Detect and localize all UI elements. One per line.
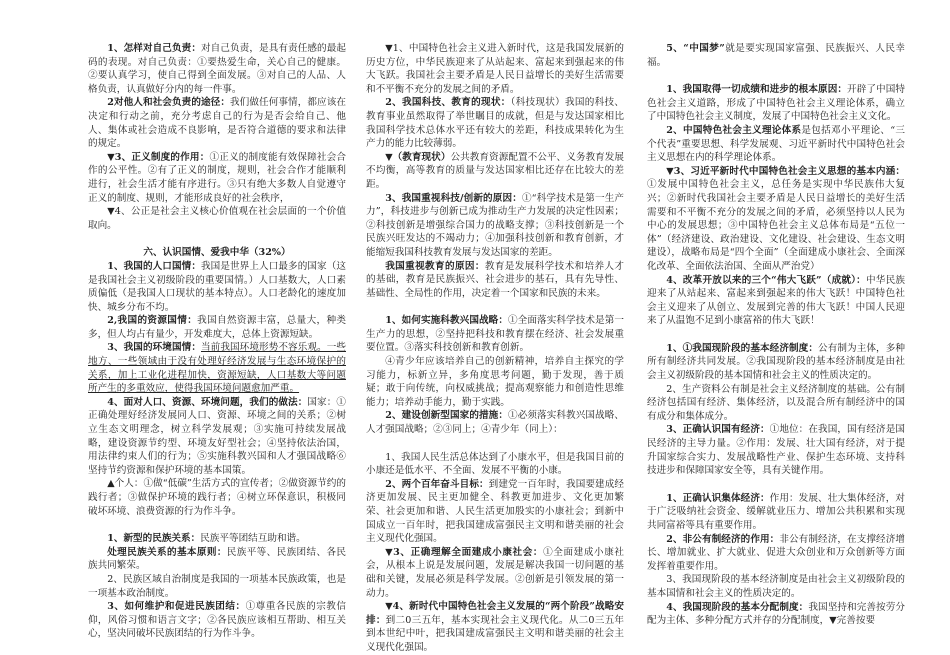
paragraph [366,96,624,150]
paragraph [366,314,624,355]
item-heading: 4、改革开放以来的三个“伟大飞跃”（成就）： [666,274,866,286]
paragraph [88,546,346,573]
paragraph: ▼4、公正是社会主义核心价值观在社会层面的一个价值取向。 [88,206,346,231]
item-heading: 4、面对人口、资源、环境问题，我们的做法： [107,396,308,408]
item-text: 国家：①正确处理好经济发展同人口、资源、环境之间的关系；②树立生态文明理念，树立科学发展观；③实施可持续发展战略，建设资源节约型、环境友好型社会；④坚持依法治国，用法律约束人们的行为；⑤实施科教兴国和人才强国战略⑥坚持节约资源和保护环境的基本国策。 [88,396,346,476]
item-text: ①发展中国特色社会主义，总任务是实现中华民族伟大复兴；②新时代我国社会主要矛盾是人民日益增长的美好生活需要和不平衡不充分的发展之间的矛盾，必须坚持以人民为中心的发展思想；③中国特色社会主义总体布局是“五位一体”（经济建设、政治建设、文化建设、社会建设、生态文明建设），战略布局是“四个全面”（全面建成小康社会、全面深化改革、全面依法治国、全面从严治党） [647,179,905,272]
item-heading: ▼3、正确理解全面建成小康社会： [385,546,544,558]
paragraph: 2、民族区域自治制度是我国的一项基本民族政策，也是一项基本政治制度。 [88,573,346,599]
paragraph [88,314,346,341]
paragraph [647,42,905,69]
paragraph [366,409,624,436]
item-heading: 1、①我国现阶段的基本经济制度： [666,342,819,354]
paragraph: 2、生产资料公有制是社会主义经济制度的基础。公有制经济包括国有经济、集体经济，以及混合所有制经济中的国有成分和集体成分。 [647,383,905,422]
item-heading: 我国重视教育的原因： [385,260,485,272]
item-text: 民族平等团结互助和谐。 [200,533,306,545]
paragraph [366,151,624,192]
paragraph: 1、我国人民生活总体达到了小康水平，但是我国目前的小康还是低水平、不全面、发展不平衡的小康。 [366,451,624,477]
item-text: 到二0三五年，基本实现社会主义现代化。从二0三五年到本世纪中叶，把我国建成富强民主文明和谐美丽的社会主义现代化强国。 [366,614,625,653]
paragraph [647,274,905,328]
item-heading: 2、建设创新型国家的措施： [385,410,509,422]
column-right [647,42,905,628]
paragraph [647,423,905,477]
paragraph [88,396,346,478]
item-text: 对自己负责，是具有责任感的最起码的表现。对自己负责：①要热爱生命，关心自己的健康。②要认真学习，使自己得到全面发展。③对自己的人品、人格负责，认真做好分内的每一件事。 [88,43,346,95]
paragraph [647,342,905,383]
paragraph [88,260,346,314]
item-heading: ▼4、新时代中国特色社会主义发展的“两个阶段”战略安排： [366,601,624,626]
paragraph [366,546,624,600]
item-heading: 3、正确认识国有经济： [666,424,770,436]
item-heading: 4、我国现阶段的基本分配制度： [666,601,809,613]
item-text: ①尊重各民族的宗教信仰，风俗习惯和语言文字；②各民族应该相互帮助、相互关心，坚决同破坏民族团结的行为作斗争。 [88,601,346,640]
paragraph [88,96,346,150]
paragraph [88,532,346,546]
item-heading: ▼3、正义制度的作用： [107,151,210,163]
item-heading: 2、两个百年奋斗目标： [385,478,489,490]
column-middle [366,42,624,655]
item-text: 公有制为主体，多种所有制经济共同发展。②我国现阶段的基本经济制度是由社会主义初级阶段的基本国情和社会主义的性质决定的。 [647,342,905,382]
paragraph [88,151,346,205]
item-heading: 3、我国的环境国情： [107,342,201,354]
item-heading: ▼（教育现状） [385,151,451,163]
item-text: 我国是世界上人口最多的国家（这是我国社会主义初级阶段的重要国情。）人口基数大，人口素质偏低（是我国人口现状的基本特点）。人口老龄化的速度加快、城乡分布不均。 [88,260,346,313]
item-heading: 1、我国的人口国情： [107,260,201,272]
item-text: ①地位：在我国，国有经济是国民经济的主导力量。②作用：发展、壮大国有经济，对于提升国家综合实力、发展战略性产业、保护生态环境、支持科技进步和保障国家安全等，具有关键作用。 [647,424,905,477]
paragraph [366,478,624,546]
item-text: 我国坚持和完善按劳分配为主体、多种分配方式并存的分配制度，▼完善按要 [647,601,905,627]
item-heading: 1、我国取得一切成绩和进步的根本原因： [666,84,848,96]
item-text: 中华民族迎来了从站起来、富起来到强起来的伟大飞跃！中国特色社会主义迎来了从创立、发展到完善的伟大飞跃！中国人民迎来了从温饱不足到小康富裕的伟大飞跃！ [647,274,906,327]
item-heading: 1、正确认识集体经济： [666,492,770,504]
item-text: 我们做任何事情，都应该在决定和行动之前，充分考虑自己的行为是否会给自己、他人、集体或社会造成不良影响，是否符合道德的要求和法律的规定。 [88,97,346,150]
item-text: 民族平等、民族团结、各民族共同繁荣。 [88,546,347,572]
item-heading: 1、怎样对自己负责： [107,43,201,54]
item-heading: 1、新型的民族关系： [107,533,201,545]
item-heading: 3、我国重视科技/创新的原因： [385,192,522,204]
item-heading: 处理民族关系的基本原则： [107,546,227,558]
item-text: 非公有制经济，在支撑经济增长、增加就业、扩大就业、促进大众创业和万众创新等方面发挥着重要作用。 [647,533,905,572]
item-heading: 2,我国的资源国情： [107,315,198,327]
item-heading: 3、如何维护和促进民族团结： [107,601,246,613]
paragraph [88,341,346,395]
paragraph [366,192,624,260]
item-heading: 5、“中国梦” [666,43,725,54]
paragraph [647,124,905,165]
paragraph: ④青少年应该培养自己的创新精神，培养自主探究的学习能力，标新立异，多角度思考问题，勤于发现，善于质疑；敢于向传统，向权威挑战；提高观察能力和创造性思维能力；培养动手能力，勤于实践。 [366,356,624,408]
paragraph: ▼1、中国特色社会主义进入新时代，这是我国发展新的历史方位，中华民族迎来了从站起来、富起来到强起来的伟大飞跃。我国社会主要矛盾是人民日益增长的美好生活需要和不平衡不充分的发展之间的矛盾。 [366,43,624,95]
paragraph [88,42,346,96]
item-heading: 2、我国科技、教育的现状： [385,97,511,109]
item-heading: 1、如何实施科教兴国战略： [385,315,509,327]
item-text: 就是要实现国家富强、民族振兴、人民幸福。 [647,43,906,68]
item-text: ①“科学技术是第一生产力”，科技进步与创新已成为推动生产力发展的决定性因素；②科技创新是增强综合国力的战略支撑；③科技创新是一个民族兴旺发达的不竭动力；④加强科技创新和教育创新，才能缩短我国科技教育发展与发达国家的差距。 [366,192,625,258]
paragraph [647,492,905,533]
paragraph [647,83,905,124]
paragraph: 3、我国现阶段的基本经济制度是由社会主义初级阶段的基本国情和社会主义的性质决定的。 [647,574,905,599]
item-text: ①必须落实科教兴国战略、人才强国战略；②③同上；④青少年（同上）： [366,410,624,436]
item-text: 当前我国环境形势不容乐观。一些地方、一些领域由于没有处理好经济发展与生态环境保护的关系，加上工业化进程加快，资源短缺，人口基数大等问题所产生的多重效应，使得我国环境问题愈加严重。 [88,342,346,395]
paragraph [366,600,624,654]
item-text: 教育是发展科学技术和培养人才的基础，教育是民族振兴、社会进步的基石，具有先导性、基础性、全局性的作用，决定着一个国家和民族的未来。 [366,260,625,299]
item-text: 到建党一百年时，我国要建成经济更加发展、民主更加健全、科教更加进步、文化更加繁荣、社会更加和谐、人民生活更加殷实的小康社会；到新中国成立一百年时，把我国建成富强民主文明和谐美丽的社会主义现代化强国。 [366,478,624,545]
paragraph [647,601,905,628]
item-text: 作用：发展、壮大集体经济，对于广泛吸纳社会资金、缓解就业压力、增加公共积累和实现共同富裕等具有重要作用。 [647,492,905,531]
item-text: 是包括邓小平理论、“三个代表”重要思想、科学发展观、习近平新时代中国特色社会主义思想在内的科学理论体系。 [647,124,905,164]
column-left [88,42,346,641]
chapter-title: 六、认识国情、爱我中华（32%） [143,247,291,259]
item-text: ①正义的制度能有效保障社会合作的公平性。②有了正义的制度，规则，社会合作才能顺利进行，社会生活才能有序进行。③只有绝大多数人自觉遵守正义的制度、规则，才能形成良好的社会秩序， [88,151,346,204]
paragraph: ▲个人：①做“低碳”生活方式的宣传者；②做资源节约的践行者；③做保护环境的践行者；④树立环保意识，积极同破坏环境、浪费资源的行为作斗争。 [88,478,346,517]
item-text: 我国自然资源丰富，总量大，种类多，但人均占有量少，开发难度大，总体上资源短缺。 [88,315,347,340]
paragraph [647,165,905,274]
item-heading: 2、非公有制经济的作用： [666,533,780,545]
item-text: ①全面落实科学技术是第一生产力的思想，②坚持把科技和教育摆在经济、社会发展重要位置。③落实科技创新和教育创新。 [366,315,624,354]
item-text: （科技现状）我国的科技、教育事业虽然取得了举世瞩目的成就，但是与发达国家相比我国科学技术总体水平还有较大的差距，科技成果转化为生产力的能力比较薄弱。 [366,97,624,150]
paragraph [366,260,624,301]
item-text: ①全面建成小康社会，从根本上说是发展问题，发展是解决我国一切问题的基础和关键，发展必须是科学发展。②创新是引领发展的第一动力。 [366,546,624,599]
item-text: 公共教育资源配置不公平、义务教育发展不均衡，高等教育的质量与发达国家相比还存在比较大的差距。 [366,151,625,190]
paragraph [88,600,346,641]
item-heading: 2对他人和社会负责的途径： [107,97,231,109]
item-heading: ▼3、习近平新时代中国特色社会主义思想的基本内涵： [666,165,905,177]
item-heading: 2、中国特色社会主义理论体系 [666,124,802,136]
item-text: 开辟了中国特色社会主义道路，形成了中国特色社会主义理论体系，确立了中国特色社会主义制度，发展了中国特色社会主义文化。 [647,84,905,123]
paragraph [647,533,905,574]
